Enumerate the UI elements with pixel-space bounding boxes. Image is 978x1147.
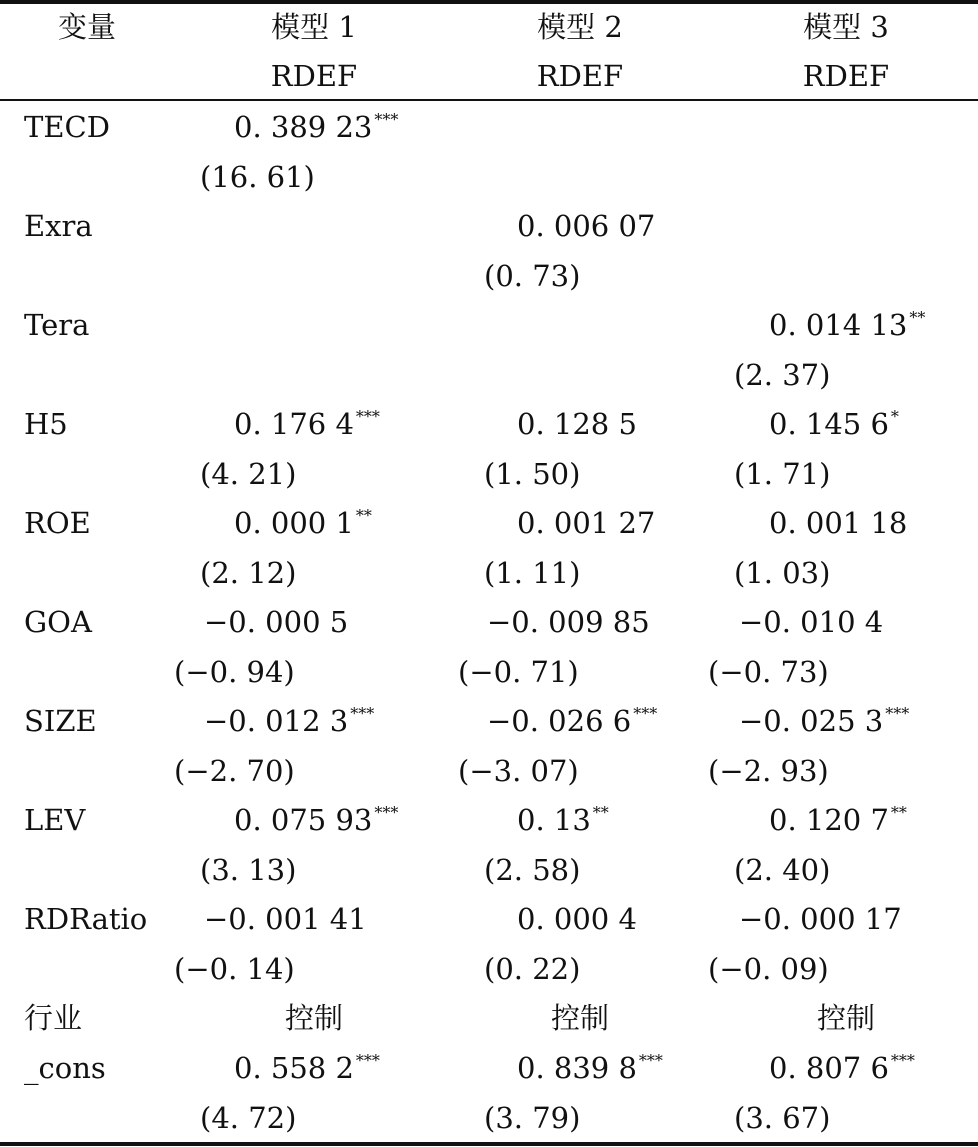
significance-stars: *** [355,1051,380,1070]
t-statistic-cell: (2. 12) [200,556,297,590]
t-statistic-cell: (−0. 71) [458,655,579,689]
coefficient-cell [204,602,350,642]
coefficient-value: 0. 128 5 [517,407,637,441]
header-dep3: RDEF [802,59,890,93]
header-variable: 变量 [58,10,117,44]
header-model2: 模型 2 [537,10,623,44]
coefficient-cell [517,404,639,444]
row-label: H5 [24,407,68,441]
coefficient-value: −0. 001 41 [204,902,367,936]
coefficient-value: −0. 025 3 [739,704,884,738]
coefficient-value: −0. 010 4 [739,605,884,639]
row-label: RDRatio [24,902,148,936]
coefficient-cell [769,1048,915,1088]
significance-stars: *** [885,704,910,723]
coefficient-value: 0. 145 6 [769,407,889,441]
coefficient-cell [204,899,369,939]
significance-stars: *** [350,704,375,723]
coefficient-value: 0. 13 [517,803,591,837]
coefficient-value: 0. 001 18 [769,506,908,540]
t-statistic-cell: (0. 73) [484,259,581,293]
coefficient-value: 0. 839 8 [517,1051,637,1085]
significance-stars: ** [592,803,609,822]
industry-control-m3: 控制 [816,1001,875,1035]
bottom-rule [0,1142,978,1146]
coefficient-value: −0. 000 5 [204,605,349,639]
header-dep2: RDEF [536,59,624,93]
significance-stars: ** [890,803,907,822]
coefficient-cell [517,800,609,840]
industry-control-m1: 控制 [284,1001,343,1035]
coefficient-value: −0. 009 85 [487,605,650,639]
coefficient-cell [769,503,909,543]
coefficient-cell [234,800,398,840]
t-statistic-cell: (−0. 94) [174,655,295,689]
industry-label: 行业 [24,1001,83,1035]
coefficient-cell [517,206,657,246]
header-dep1: RDEF [270,59,358,93]
t-statistic-cell: (3. 13) [200,853,297,887]
t-statistic-cell: (2. 40) [734,853,831,887]
coefficient-cell [517,899,639,939]
row-label: Exra [24,209,93,243]
cons-label: _cons [24,1051,106,1085]
coefficient-cell [739,701,909,741]
significance-stars: *** [890,1051,915,1070]
coefficient-value: 0. 014 13 [769,308,908,342]
coefficient-value: 0. 176 4 [234,407,354,441]
t-statistic-cell: (2. 37) [734,358,831,392]
coefficient-value: −0. 012 3 [204,704,349,738]
industry-control-m2: 控制 [550,1001,609,1035]
t-statistic-cell: (2. 58) [484,853,581,887]
coefficient-cell [769,404,899,444]
coefficient-cell [234,1048,380,1088]
coefficient-value: 0. 075 93 [234,803,373,837]
t-statistic-cell: (3. 67) [734,1101,831,1135]
significance-stars: ** [909,308,926,327]
t-statistic-cell: (1. 71) [734,457,831,491]
significance-stars: *** [374,110,399,129]
row-label: LEV [24,803,86,837]
coefficient-value: 0. 120 7 [769,803,889,837]
coefficient-value: 0. 001 27 [517,506,656,540]
t-statistic-cell: (0. 22) [484,952,581,986]
row-label: TECD [24,110,110,144]
coefficient-cell [234,503,372,543]
row-label: GOA [24,605,92,639]
coefficient-cell [487,602,652,642]
coefficient-value: −0. 026 6 [487,704,632,738]
significance-stars: *** [638,1051,663,1070]
coefficient-cell [517,1048,663,1088]
t-statistic-cell: (−0. 73) [708,655,829,689]
coefficient-cell [769,800,907,840]
t-statistic-cell: (4. 21) [200,457,297,491]
coefficient-value: 0. 006 07 [517,209,656,243]
significance-stars: *** [355,407,380,426]
header-rule [0,99,978,101]
row-label: SIZE [24,704,97,738]
coefficient-value: 0. 000 4 [517,902,637,936]
significance-stars: *** [374,803,399,822]
row-label: ROE [24,506,91,540]
t-statistic-cell: (−0. 09) [708,952,829,986]
coefficient-cell [769,305,925,345]
row-label: Tera [24,308,90,342]
t-statistic-cell: (3. 79) [484,1101,581,1135]
t-statistic-cell: (−3. 07) [458,754,579,788]
t-statistic-cell: (−2. 70) [174,754,295,788]
coefficient-cell [234,107,398,147]
significance-stars: * [890,407,899,426]
coefficient-cell [487,701,657,741]
coefficient-value: 0. 000 1 [234,506,354,540]
t-statistic-cell: (1. 11) [484,556,581,590]
t-statistic-cell: (1. 03) [734,556,831,590]
coefficient-cell [739,899,904,939]
top-rule [0,0,978,4]
t-statistic-cell: (4. 72) [200,1101,297,1135]
t-statistic-cell: (−0. 14) [174,952,295,986]
coefficient-cell [739,602,885,642]
coefficient-cell [204,701,374,741]
significance-stars: ** [355,506,372,525]
significance-stars: *** [633,704,658,723]
header-model3: 模型 3 [803,10,889,44]
t-statistic-cell: (1. 50) [484,457,581,491]
coefficient-cell [517,503,657,543]
coefficient-cell [234,404,380,444]
coefficient-value: 0. 389 23 [234,110,373,144]
coefficient-value: 0. 807 6 [769,1051,889,1085]
t-statistic-cell: (−2. 93) [708,754,829,788]
t-statistic-cell: (16. 61) [200,160,315,194]
header-model1: 模型 1 [271,10,357,44]
coefficient-value: 0. 558 2 [234,1051,354,1085]
coefficient-value: −0. 000 17 [739,902,902,936]
